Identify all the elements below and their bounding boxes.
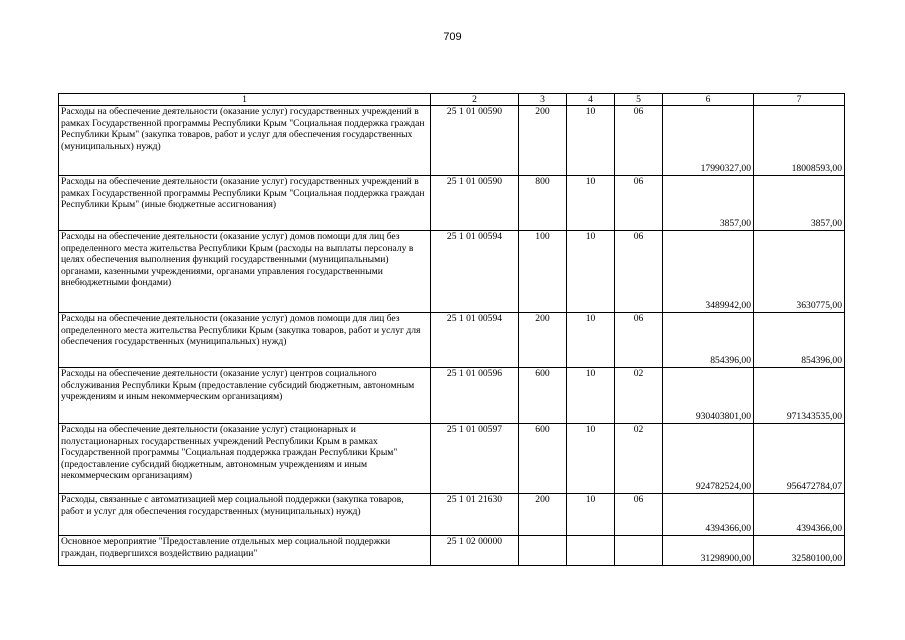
row-sum-year2: 854396,00 xyxy=(754,313,845,368)
budget-table xyxy=(58,93,845,566)
column-header: 6 xyxy=(663,94,754,106)
row-subsection: 06 xyxy=(615,231,663,313)
page-number: 709 xyxy=(443,31,462,43)
row-expense-type: 600 xyxy=(519,424,567,494)
row-section: 10 xyxy=(567,231,615,313)
row-description: Расходы на обеспечение деятельности (оказание услуг) государственных учреждений в рамках Государственной программы Республики Крым "Социальная поддержка граждан Республики Крым" (иные бюджетные ассигнования) xyxy=(59,176,431,231)
row-sum-year1: 3857,00 xyxy=(663,176,754,231)
row-code: 25 1 01 00594 xyxy=(431,231,519,313)
row-sum-year1: 4394366,00 xyxy=(663,494,754,536)
row-expense-type: 200 xyxy=(519,106,567,176)
row-subsection xyxy=(615,536,663,566)
column-header: 7 xyxy=(754,94,845,106)
row-section: 10 xyxy=(567,368,615,424)
row-description: Расходы на обеспечение деятельности (оказание услуг) домов помощи для лиц без определенного места жительства Республики Крым (закупка товаров, работ и услуг для обеспечения государственных (муниципальных) нужд) xyxy=(59,313,431,368)
row-subsection: 02 xyxy=(615,368,663,424)
row-section: 10 xyxy=(567,313,615,368)
row-sum-year1: 17990327,00 xyxy=(663,106,754,176)
row-sum-year2: 4394366,00 xyxy=(754,494,845,536)
row-section: 10 xyxy=(567,106,615,176)
table-row xyxy=(59,313,845,368)
row-sum-year2: 3630775,00 xyxy=(754,231,845,313)
column-header: 3 xyxy=(519,94,567,106)
row-sum-year1: 930403801,00 xyxy=(663,368,754,424)
row-expense-type: 600 xyxy=(519,368,567,424)
table-row xyxy=(59,424,845,494)
row-sum-year2: 18008593,00 xyxy=(754,106,845,176)
row-sum-year2: 3857,00 xyxy=(754,176,845,231)
row-subsection: 06 xyxy=(615,313,663,368)
row-subsection: 06 xyxy=(615,106,663,176)
row-description: Расходы, связанные с автоматизацией мер социальной поддержки (закупка товаров, работ и услуг для обеспечения государственных (муниципальных) нужд) xyxy=(59,494,431,536)
table-row xyxy=(59,176,845,231)
table-row xyxy=(59,368,845,424)
row-description: Основное мероприятие "Предоставление отдельных мер социальной поддержки граждан, подвергшихся воздействию радиации" xyxy=(59,536,431,566)
row-expense-type: 800 xyxy=(519,176,567,231)
row-description: Расходы на обеспечение деятельности (оказание услуг) домов помощи для лиц без определенного места жительства Республики Крым (расходы на выплаты персоналу в целях обеспечения выполнения функций государственными (муниципальными) органами, казенными учреждениями, органами управления государственными внебюджетными фондами) xyxy=(59,231,431,313)
column-header: 5 xyxy=(615,94,663,106)
row-section: 10 xyxy=(567,176,615,231)
row-sum-year2: 971343535,00 xyxy=(754,368,845,424)
table-header-row xyxy=(59,94,845,106)
column-header: 1 xyxy=(59,94,431,106)
row-sum-year2: 32580100,00 xyxy=(754,536,845,566)
row-code: 25 1 01 00594 xyxy=(431,313,519,368)
table-row xyxy=(59,536,845,566)
row-description: Расходы на обеспечение деятельности (оказание услуг) центров социального обслуживания Республики Крым (предоставление субсидий бюджетным, автономным учреждениям и иным некоммерческим организациям) xyxy=(59,368,431,424)
row-description: Расходы на обеспечение деятельности (оказание услуг) стационарных и полустационарных государственных учреждений Республики Крым в рамках Государственной программы "Социальная поддержка граждан Республики Крым" (предоставление субсидий бюджетным, автономным учреждениям и иным некоммерческим организациям) xyxy=(59,424,431,494)
row-code: 25 1 01 21630 xyxy=(431,494,519,536)
row-description: Расходы на обеспечение деятельности (оказание услуг) государственных учреждений в рамках Государственной программы Республики Крым "Социальная поддержка граждан Республики Крым" (закупка товаров, работ и услуг для обеспечения государственных (муниципальных) нужд) xyxy=(59,106,431,176)
column-header: 2 xyxy=(431,94,519,106)
row-expense-type: 100 xyxy=(519,231,567,313)
row-code: 25 1 01 00590 xyxy=(431,106,519,176)
row-sum-year1: 924782524,00 xyxy=(663,424,754,494)
row-sum-year1: 3489942,00 xyxy=(663,231,754,313)
row-section: 10 xyxy=(567,424,615,494)
row-subsection: 06 xyxy=(615,494,663,536)
row-expense-type: 200 xyxy=(519,313,567,368)
row-code: 25 1 01 00590 xyxy=(431,176,519,231)
row-code: 25 1 01 00597 xyxy=(431,424,519,494)
row-sum-year1: 31298900,00 xyxy=(663,536,754,566)
row-subsection: 02 xyxy=(615,424,663,494)
row-section: 10 xyxy=(567,494,615,536)
row-sum-year2: 956472784,07 xyxy=(754,424,845,494)
table-row xyxy=(59,106,845,176)
row-subsection: 06 xyxy=(615,176,663,231)
table-row xyxy=(59,231,845,313)
row-sum-year1: 854396,00 xyxy=(663,313,754,368)
column-header: 4 xyxy=(567,94,615,106)
table-row xyxy=(59,494,845,536)
row-expense-type xyxy=(519,536,567,566)
row-expense-type: 200 xyxy=(519,494,567,536)
row-code: 25 1 01 00596 xyxy=(431,368,519,424)
row-code: 25 1 02 00000 xyxy=(431,536,519,566)
row-section xyxy=(567,536,615,566)
